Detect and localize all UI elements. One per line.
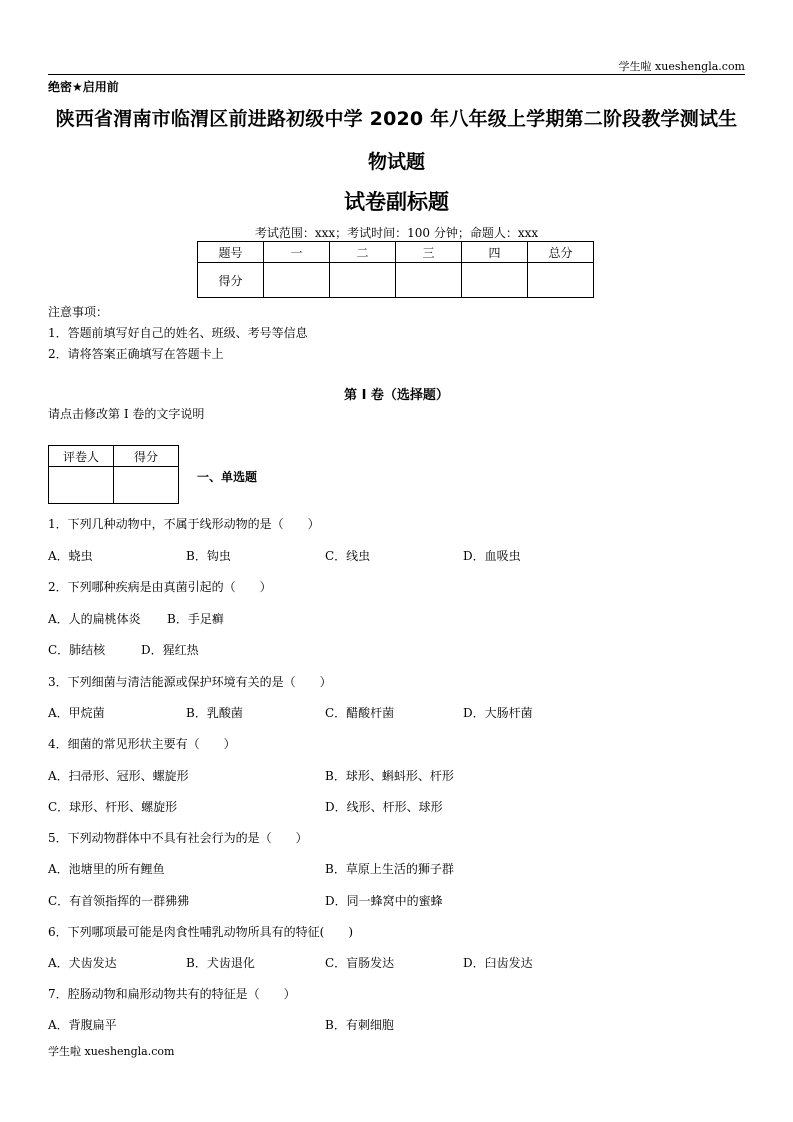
score-header-cell: 三 [396,242,462,263]
score-cell[interactable] [396,263,462,298]
question-option: B．手足癣 [167,612,224,626]
question-option: A．池塘里的所有鲤鱼 [48,862,165,876]
question-option: D．猩红热 [141,643,199,657]
question-option: B．钩虫 [186,549,231,563]
question-option: D．同一蜂窝中的蜜蜂 [325,894,443,908]
grader-header-cell: 评卷人 [49,446,114,467]
header-rule [48,74,745,75]
score-cell[interactable] [264,263,330,298]
question-stem: 6．下列哪项最可能是肉食性哺乳动物所具有的特征( ) [48,925,354,939]
grader-cell[interactable] [49,467,114,504]
score-cell[interactable] [528,263,594,298]
question-option: D．臼齿发达 [463,956,533,970]
question-option: C．球形、杆形、螺旋形 [48,800,178,814]
question-option: B．犬齿退化 [186,956,255,970]
section-title: 一、单选题 [197,470,258,484]
question-option: B．有刺细胞 [325,1018,394,1032]
exam-info: 考试范围：xxx；考试时间：100 分钟；命题人：xxx [254,226,539,240]
score-cell[interactable] [462,263,528,298]
question-option: A．背腹扁平 [48,1018,117,1032]
question-option: C．线虫 [325,549,371,563]
score-cell[interactable] [330,263,396,298]
score-header-cell: 总分 [528,242,594,263]
question-option: B．球形、蝌蚪形、杆形 [325,769,454,783]
footer-site: 学生啦 xueshengla.com [48,1045,175,1058]
exam-title-line2: 物试题 [367,151,425,173]
part-note: 请点击修改第 I 卷的文字说明 [48,407,205,421]
secret-label: 绝密★启用前 [48,80,119,94]
question-option: A．人的扁桃体炎 [48,612,141,626]
score-header-cell: 二 [330,242,396,263]
notes [48,302,308,365]
question-stem: 2．下列哪种疾病是由真菌引起的（ ） [48,580,272,594]
question-option: C．盲肠发达 [325,956,395,970]
question-option: A．犬齿发达 [48,956,117,970]
exam-subtitle: 试卷副标题 [344,190,449,214]
exam-title-line1: 陕西省渭南市临渭区前进路初级中学 2020 年八年级上学期第二阶段教学测试生 [55,108,738,130]
question-option: C．有首领指挥的一群狒狒 [48,894,190,908]
question-stem: 7．腔肠动物和扁形动物共有的特征是（ ） [48,987,296,1001]
question-stem: 3．下列细菌与清洁能源或保护环境有关的是（ ） [48,675,332,689]
header-site: 学生啦 xueshengla.com [618,60,745,73]
question-option: A．蛲虫 [48,549,93,563]
score-header-cell: 一 [264,242,330,263]
question-option: C．肺结核 [48,643,106,657]
notes-item: 1．答题前填写好自己的姓名、班级、考号等信息 [48,326,308,340]
question-option: D．线形、杆形、球形 [325,800,443,814]
score-table [197,241,594,298]
score-header-cell: 四 [462,242,528,263]
question-stem: 5．下列动物群体中不具有社会行为的是（ ） [48,831,308,845]
question-option: A．扫帚形、冠形、螺旋形 [48,769,189,783]
grader-cell[interactable] [114,467,179,504]
score-header-cell: 题号 [198,242,264,263]
notes-heading: 注意事项： [48,305,109,319]
question-option: C．醋酸杆菌 [325,706,395,720]
grader-header-cell: 得分 [114,446,179,467]
question-option: A．甲烷菌 [48,706,105,720]
question-option: D．大肠杆菌 [463,706,533,720]
question-stem: 1．下列几种动物中，不属于线形动物的是（ ） [48,517,320,531]
question-option: D．血吸虫 [463,549,521,563]
part-title: 第 I 卷（选择题） [344,388,449,403]
notes-item: 2．请将答案正确填写在答题卡上 [48,347,224,361]
question-option: B．草原上生活的狮子群 [325,862,454,876]
question-option: B．乳酸菌 [186,706,243,720]
score-row-label: 得分 [198,263,264,298]
grader-table [48,445,179,504]
question-stem: 4．细菌的常见形状主要有（ ） [48,737,236,751]
